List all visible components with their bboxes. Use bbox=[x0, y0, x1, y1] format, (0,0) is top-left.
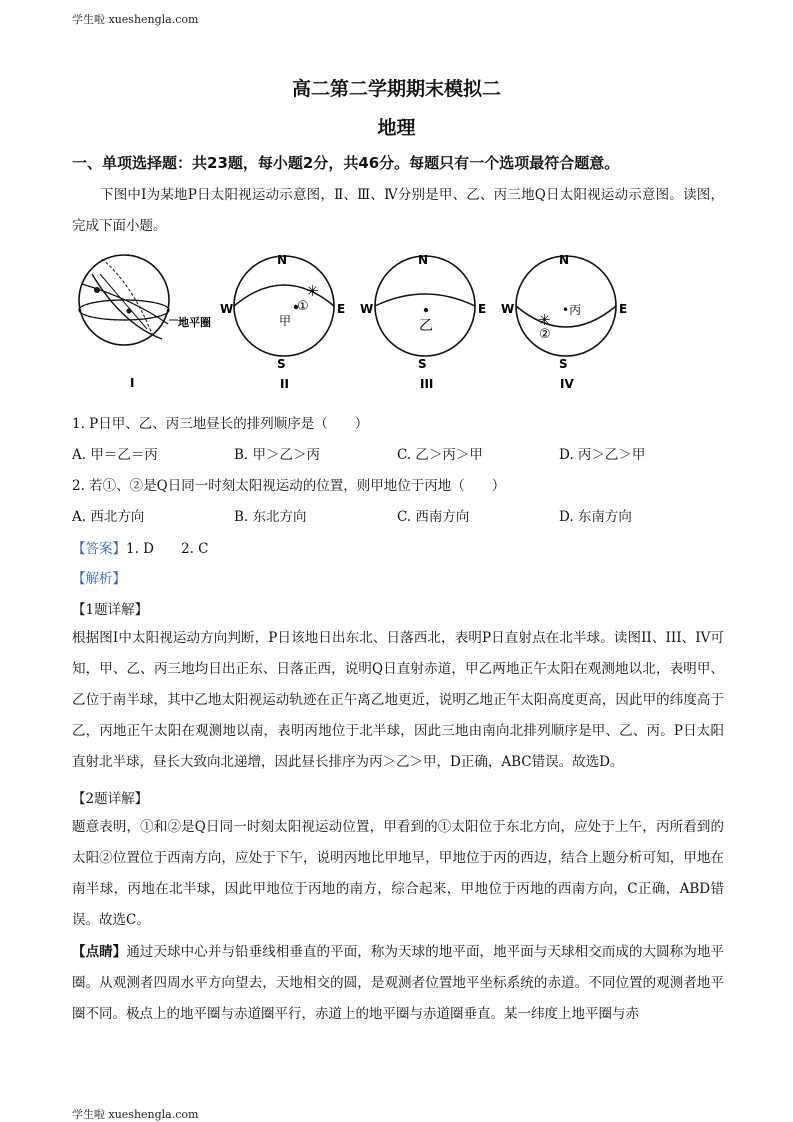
panel-iv-label: IV bbox=[560, 377, 574, 391]
q1-stem: 1. P日甲、乙、丙三地昼长的排列顺序是（ ） bbox=[72, 416, 369, 432]
panel-iii-w: W bbox=[360, 302, 374, 316]
header-watermark: 学生啦 xueshengla.com bbox=[72, 13, 199, 26]
panel-iii-label: III bbox=[420, 377, 434, 391]
detail1-text: 根据图I中太阳视运动方向判断，P日该地日出东北、日落西北，表明P日直射点在北半球。读图II、III、IV可知，甲、乙、丙三地均日出正东、日落正西，说明Q日直射赤道，甲乙两地正午太阳在观测地以北，表明甲、乙位于南半球，其中乙地太阳视运动轨迹在正午离乙地更近，说明乙地正午太阳高度更高，因此甲的纬度高于乙，丙地正午太阳在观测地以南，表明丙地位于北半球，因此三地由南向北排列顺序是甲、乙、丙。P日太阳直射北半球，昼长大致向北递增，因此昼长排序为丙＞乙＞甲，D正确，ABC错误。故选D。 bbox=[72, 630, 724, 770]
panel-ii-diagram bbox=[234, 256, 334, 356]
panel-ii-n: N bbox=[277, 253, 288, 267]
panel-iii-e: E bbox=[478, 302, 487, 316]
detail2-text: 题意表明，①和②是Q日同一时刻太阳视运动位置，甲看到的①太阳位于东北方向，应处于上午，丙所看到的太阳②位置位于西南方向，应处于下午，说明丙地比甲地早，甲地位于丙的西边，结合上题分析可知，甲地在南半球，丙地在北半球，因此甲地位于丙地的南方，综合起来，甲地位于丙地的西南方向，C正确，ABD错误。故选C。 bbox=[72, 819, 724, 928]
panel-iv-place: •丙 bbox=[562, 303, 582, 317]
detail1-label: 【1题详解】 bbox=[72, 602, 149, 618]
exam-title: 高二第二学期期末模拟二 bbox=[291, 78, 501, 100]
section-heading: 一、单项选择题：共23题，每小题2分，共46分。每题只有一个选项最符合题意。 bbox=[72, 154, 620, 172]
panel-iv-e: E bbox=[619, 302, 628, 316]
panel-ii-sun-star: ✳ bbox=[306, 282, 319, 300]
panel-iii-diagram bbox=[375, 256, 475, 356]
q2-option-b[interactable]: B. 东北方向 bbox=[234, 509, 307, 525]
sun-path-figure bbox=[72, 244, 722, 394]
panel-iv-mark2: ② bbox=[539, 327, 551, 342]
answer-label: 【答案】 bbox=[72, 541, 126, 557]
q2-option-d[interactable]: D. 东南方向 bbox=[559, 509, 632, 525]
q1-option-c[interactable]: C. 乙＞丙＞甲 bbox=[397, 447, 483, 463]
tip-text: 通过天球中心并与铅垂线相垂直的平面，称为天球的地平面，地平面与天球相交而成的大圆称为地平圈。从观测者四周水平方向望去，天地相交的圆，是观测者位置地平坐标系统的赤道。不同位置的观测者地平圈不同。极点上的地平圈与赤道圈平行，赤道上的地平圈与赤道圈垂直。某一纬度上地平圈与赤 bbox=[72, 944, 725, 1022]
panel-ii-label: II bbox=[280, 377, 289, 391]
panel-ii-mark1: ① bbox=[297, 299, 309, 314]
detail2-label: 【2题详解】 bbox=[72, 791, 149, 807]
panel-ii-e: E bbox=[337, 302, 346, 316]
q2-option-a[interactable]: A. 西北方向 bbox=[72, 509, 145, 525]
q2-stem: 2. 若①、②是Q日同一时刻太阳视运动的位置，则甲地位于丙地（ ） bbox=[72, 478, 506, 494]
panel-iv-n: N bbox=[559, 253, 570, 267]
analysis-label: 【解析】 bbox=[72, 571, 126, 587]
panel-iii-n: N bbox=[418, 253, 429, 267]
footer-watermark: 学生啦 xueshengla.com bbox=[72, 1108, 199, 1121]
panel-ii-place: 甲 bbox=[279, 314, 292, 328]
tip-paragraph bbox=[72, 937, 724, 1030]
q1-option-a[interactable]: A. 甲＝乙＝丙 bbox=[72, 447, 158, 463]
tip-label: 【点睛】 bbox=[72, 944, 127, 960]
panel-iii-s: S bbox=[418, 357, 427, 371]
answer-text: 1. D 2. C bbox=[126, 541, 209, 557]
panel-i-label: I bbox=[130, 376, 135, 390]
intro-text: 下图中Ⅰ为某地P日太阳视运动示意图，Ⅱ、Ⅲ、Ⅳ分别是甲、乙、丙三地Q日太阳视运动示意图。读图，完成下面小题。 bbox=[72, 187, 724, 234]
panel-iv-w: W bbox=[501, 302, 515, 316]
panel-i-sphere bbox=[79, 255, 178, 345]
panel-iv-sun-star: ✳ bbox=[538, 311, 551, 329]
panel-ii-w: W bbox=[220, 302, 234, 316]
q1-option-b[interactable]: B. 甲＞乙＞丙 bbox=[234, 447, 321, 463]
q1-option-d[interactable]: D. 丙＞乙＞甲 bbox=[559, 447, 646, 463]
panel-iv-s: S bbox=[559, 357, 568, 371]
horizon-label: 地平圈 bbox=[178, 316, 211, 329]
q2-option-c[interactable]: C. 西南方向 bbox=[397, 509, 470, 525]
subject-title: 地理 bbox=[377, 117, 416, 139]
panel-iii-place: 乙 bbox=[419, 318, 433, 334]
panel-ii-s: S bbox=[277, 357, 286, 371]
answer-line bbox=[72, 537, 209, 557]
